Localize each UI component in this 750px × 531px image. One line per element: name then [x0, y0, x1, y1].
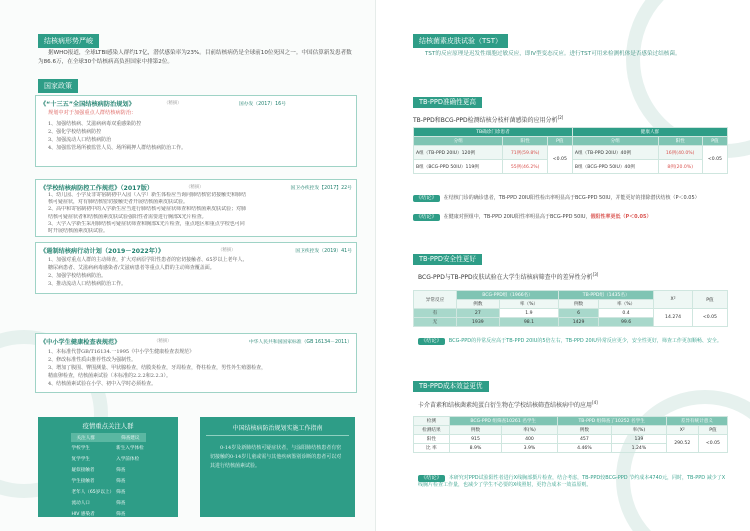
- conclusion-text: 在结核门诊的确诊患者，TB-PPD 20IU阳性检出率明显高于BCG-PPD 50IU，并能更好的排除潜伏结核（P＜0.05）: [443, 195, 700, 201]
- table-cell: 1939: [456, 318, 499, 327]
- table-cell: <0.05: [692, 309, 727, 327]
- table-header: P值: [698, 426, 727, 435]
- focus-groups-table: [71, 433, 146, 519]
- policy-item: 3、大学入学新生采用肺结核可疑症状筛查和胸部X光片检查，重点地区和重点学校也可同: [48, 220, 245, 227]
- safety-conclusion: [418, 338, 728, 345]
- table-cell: 14.274: [654, 309, 693, 327]
- focus-groups-panel: [38, 417, 178, 517]
- decorative-circle: [616, 390, 750, 531]
- table-cell: 1.9: [499, 309, 558, 318]
- table-cell: 290.52: [666, 435, 698, 453]
- table-cell: 55例(46.2%): [503, 160, 547, 174]
- table-row: [414, 426, 728, 435]
- policy-card: [35, 179, 357, 237]
- policy-doc-number: 中华人民共和国国家标准（GB 16134－2011）: [248, 340, 352, 345]
- policy-item: 3、推动流动人口结核病防治工作。: [48, 281, 127, 287]
- table-header: 例数: [557, 426, 612, 435]
- table-cell: 0.4: [598, 309, 653, 318]
- table-header: 率(%): [612, 426, 667, 435]
- table-header: 检测结果: [414, 426, 450, 435]
- table-row: [414, 309, 728, 318]
- table-row: [71, 497, 146, 508]
- policy-item: 2、修改标准性质由推荐性改为强制性。: [48, 357, 137, 363]
- tst-text: TST的反应原理是迟发性细胞过敏反应，即IV型变态反应。进行TST可用来检测机体是否感染过结核菌。: [425, 51, 681, 57]
- section-title-policy: 国家政策: [38, 79, 78, 93]
- table-header: 率（%）: [598, 300, 653, 309]
- table-row: [71, 453, 146, 464]
- table-cell: 27: [456, 309, 499, 318]
- table-header: 率（%）: [499, 300, 558, 309]
- cost-conclusion: [418, 475, 728, 489]
- table-cell: 筛查: [116, 511, 126, 517]
- accuracy-title-text: TB-PPD和BCG-PPD检测结核分枝杆菌感染的应用分析: [413, 117, 558, 124]
- situation-text: 据WHO报道，全球LTBI感染人群约17亿，潜伏感染率为23%。目前结核病仍是全球前10位死因之一。中国估算新发患者数为86.6万，在全球30个结核病高负担国家中排第2位。: [38, 50, 352, 65]
- conclusion-label: 《结论》: [418, 475, 445, 482]
- conclusion-label: 《结论》: [413, 195, 440, 202]
- policy-item: 精血卵检查，结核菌素试验（本标准的2.2.2和2.2.3）。: [48, 373, 171, 379]
- table-cell: 入学前体检: [116, 456, 140, 462]
- table-row: [71, 433, 146, 442]
- table-header: 阳性: [503, 137, 547, 146]
- table-header: P值: [702, 137, 727, 146]
- table-cell: 老年人（65岁以上）: [71, 489, 115, 495]
- policy-tag: （精摘）: [186, 185, 204, 190]
- focus-groups-title: 疫情重点关注人群: [82, 422, 134, 430]
- safety-title: [418, 272, 598, 281]
- table-group-header: TB确诊门诊患者: [414, 128, 573, 137]
- table-row: [71, 486, 146, 497]
- citation: [2]: [557, 115, 564, 120]
- policy-item: 糖尿病患者、艾滋病病毒感染者/艾滋病患者等重点人群的主动筛查覆盖面。: [48, 265, 215, 271]
- section-bar-accuracy: TB-PPD准确性更高: [413, 97, 482, 108]
- guideline-panel: [200, 417, 355, 517]
- table-cell: 457: [557, 435, 612, 444]
- conclusion-highlight: 假阳性率更低（P＜0.05）: [590, 214, 652, 220]
- conclusion-text: 在健康对照组中，TB-PPD 20IU阳性率明显高于BCG-PPD 50IU，: [443, 214, 591, 220]
- table-header: TB-PPD 组筛查了10252 名学生: [557, 417, 666, 426]
- safety-table: [413, 290, 728, 327]
- table-cell: 4.46%: [557, 444, 612, 453]
- guideline-text: 0-14岁及新肺结核可疑症状者，与涂阳肺结核患者有密切接触的0-14岁儿童或需与其他疾病鉴别诊断的患者可以对其进行结核菌素试验。: [210, 445, 342, 469]
- policy-title: 《学校结核病防控工作规范》（2017版）: [40, 185, 154, 192]
- table-cell: 98.1: [499, 318, 558, 327]
- safety-title-text: BCG-PPD与TB-PPD皮肤试验在大学生结核病筛查中的差异性分析: [418, 274, 593, 281]
- table-cell: 1429: [559, 318, 599, 327]
- policy-tag: （精摘）: [164, 101, 182, 106]
- policy-item: 时开展结核菌素皮肤试验。: [48, 228, 109, 235]
- citation: [4]: [592, 400, 598, 405]
- policy-title: 《中小学生健康检查表规范》: [40, 339, 121, 346]
- policy-item: 1、加强结核病、艾滋病病毒双重感染防控: [48, 121, 142, 127]
- table-header: TB-PPD组（1435名）: [559, 291, 654, 300]
- table-cell: 有: [414, 309, 457, 318]
- policy-card: [35, 333, 357, 393]
- table-header: 异常反应: [414, 291, 457, 309]
- accuracy-table: [413, 127, 728, 174]
- table-row: [71, 475, 146, 486]
- policy-item: 3、加强流动人口结核病防治: [48, 137, 112, 143]
- policy-item: 2、强化学校结核病防控: [48, 129, 102, 135]
- conclusion-text: BCG-PPD的异常反应高于TB-PPD 20IU的5倍左右，TB-PPD 20IU异常反应更少，安全性更好，筛查工作更加顺畅、安全。: [448, 338, 722, 344]
- table-row: [71, 464, 146, 475]
- table-row: [71, 508, 146, 519]
- table-cell: 筛查: [116, 489, 126, 495]
- table-row: [414, 291, 728, 300]
- conclusion-label: 《结论》: [418, 338, 445, 345]
- policy-title: 《“十三五”全国结核病防治规划》: [40, 101, 135, 108]
- table-cell: 比 率: [414, 444, 450, 453]
- table-cell: A组（TB-PPD 20IU）120例: [414, 146, 503, 160]
- table-row: [414, 435, 728, 444]
- conclusion-label: 《结论》: [413, 214, 440, 221]
- policy-item: 2、高中和寄宿制初中的入学新生应当进行肺结核可疑症状筛查和结核菌素皮肤试验；对肺: [48, 206, 247, 213]
- table-header: 分组: [414, 137, 503, 146]
- policy-doc-number: 国办发（2017）16号: [238, 102, 286, 107]
- table-row: [71, 442, 146, 453]
- accuracy-conclusion-2: [413, 214, 728, 221]
- cost-table: [413, 416, 728, 453]
- table-cell: B组（BCG-PPD 50IU）119例: [414, 160, 503, 174]
- table-cell: 139: [612, 435, 667, 444]
- policy-card: [35, 95, 357, 167]
- table-cell: 6: [559, 309, 599, 318]
- policy-item: 3、增加了腹围、臀围测量、甲状腺检查，结膜炎检查，牙周检查，脊柱检查，男性外生殖器检查，: [48, 365, 267, 371]
- citation: [3]: [592, 272, 599, 277]
- table-header: 率(%): [502, 426, 557, 435]
- table-header: X²: [666, 426, 698, 435]
- table-header: P值: [547, 137, 572, 146]
- cost-title: [418, 400, 598, 409]
- policy-item: 1、幼儿园、小学及非寄宿制初中入园（入学）新生体检应当询问肺结核密切接触史和肺结: [48, 192, 247, 198]
- table-row: [414, 146, 728, 160]
- table-header: 分组: [572, 137, 658, 146]
- table-cell: 流动人口: [71, 500, 90, 506]
- table-cell: 关注人群: [71, 433, 116, 442]
- section-title-tst: 结核菌素皮肤试验（TST）: [413, 34, 508, 48]
- table-cell: 复学学生: [71, 456, 90, 462]
- table-header: 例数: [559, 300, 599, 309]
- table-cell: 16例(40.0%): [658, 146, 702, 160]
- table-header: 阳性: [658, 137, 702, 146]
- policy-title: 《遏制结核病行动计划（2019－2022年）》: [40, 248, 165, 255]
- conclusion-text: 本研究对PPD试验阳性者进行X线胸部摄片检查，结合考虑，TB-PPD较BCG-PPD 节约成本4740元，同时，TB-PPD 减少了X线胸片检查工作量，也减少了学生不必要的X线照射，更符合成本一效益原则。: [418, 475, 726, 488]
- table-cell: 学校学生: [71, 445, 90, 451]
- table-header: 差异有统计意义: [666, 417, 727, 426]
- table-header: 检测: [414, 417, 450, 426]
- table-cell: 阳性: [414, 435, 450, 444]
- table-cell: 915: [449, 435, 502, 444]
- table-header: 例数: [456, 300, 499, 309]
- table-row: [414, 137, 728, 146]
- table-header: P值: [692, 291, 727, 309]
- table-cell: 400: [502, 435, 557, 444]
- table-cell: 学生接触者: [71, 478, 95, 484]
- table-cell: 新生入学体检: [116, 445, 144, 451]
- table-cell: 筛查: [116, 478, 126, 484]
- policy-item: 1、加强对重点人群的主动筛查，扩大对病原学阳性患者的密切接触者、65岁以上老年人、: [48, 257, 248, 263]
- table-cell: 筛查: [116, 500, 126, 506]
- table-cell: HIV 感染者: [71, 511, 95, 517]
- table-cell: 8例(20.0%): [658, 160, 702, 174]
- table-header: BCG-PPD组（1966名）: [456, 291, 558, 300]
- table-cell: 71例(59.8%): [503, 146, 547, 160]
- cost-title-text: 卡介苗素和结核菌素纯蛋白衍生物在学校结核筛查结核病中的应用: [418, 402, 593, 409]
- table-cell: 1.24%: [612, 444, 667, 453]
- policy-item: 1、本标准代替GB/T16134.一1995《中小学生健康检查表规范》: [48, 349, 195, 355]
- table-row: [414, 128, 728, 137]
- policy-doc-number: 国卫办疾控发【2017】22号: [290, 186, 352, 191]
- table-cell: <0.05: [702, 146, 727, 174]
- accuracy-title: [413, 115, 563, 124]
- table-cell: B组（BCG-PPD 50IU）40例: [572, 160, 658, 174]
- table-group-header: 健康人群: [572, 128, 727, 137]
- table-cell: 3.9%: [502, 444, 557, 453]
- table-header: X²: [654, 291, 693, 309]
- policy-item: 核可疑症状，对有肺结核密切接触史者开展结核菌素皮肤试验。: [48, 199, 189, 206]
- table-cell: 99.6: [598, 318, 653, 327]
- guideline-title: 中国结核病防治规划实施工作指南: [206, 417, 349, 436]
- table-cell: <0.05: [547, 146, 572, 174]
- table-cell: 8.9%: [449, 444, 502, 453]
- accuracy-conclusion-1: [413, 195, 728, 202]
- table-header: BCG-PPD 组筛查10261 名学生: [449, 417, 557, 426]
- table-row: [414, 417, 728, 426]
- policy-subtitle: 规划中对于加强重点人群结核病防治：: [48, 110, 137, 116]
- policy-item: 结核可疑症状者和结核菌素皮肤试验强阳性者需要进行胸部X光片检查。: [48, 213, 207, 220]
- policy-item: 2、加强学校结核病防治。: [48, 273, 107, 279]
- section-title-situation: 结核病形势严峻: [38, 34, 99, 48]
- policy-doc-number: 国卫疾控发（2019）41号: [295, 249, 352, 254]
- table-cell: 疑似接触者: [71, 467, 95, 473]
- policy-item: 4、加强监管场所被监管人员、场所羁押人群结核病防治工作。: [48, 145, 187, 151]
- policy-tag: （精摘）: [154, 339, 172, 344]
- section-bar-cost: TB-PPD成本效益更优: [413, 381, 489, 392]
- table-cell: A组（TB-PPD 20IU）40例: [572, 146, 658, 160]
- table-cell: 无: [414, 318, 457, 327]
- section-bar-safety: TB-PPD安全性更好: [413, 254, 482, 265]
- table-cell: 筛查: [116, 467, 126, 473]
- policy-item: 4、结核菌素试验在小学、初中入学时必须检查。: [48, 381, 157, 387]
- policy-tag: （精摘）: [218, 248, 236, 253]
- table-cell: <0.05: [698, 435, 727, 453]
- right-page: [375, 0, 750, 531]
- table-cell: 筛查建议: [115, 433, 145, 442]
- policy-card: [35, 242, 357, 294]
- table-header: 例数: [449, 426, 502, 435]
